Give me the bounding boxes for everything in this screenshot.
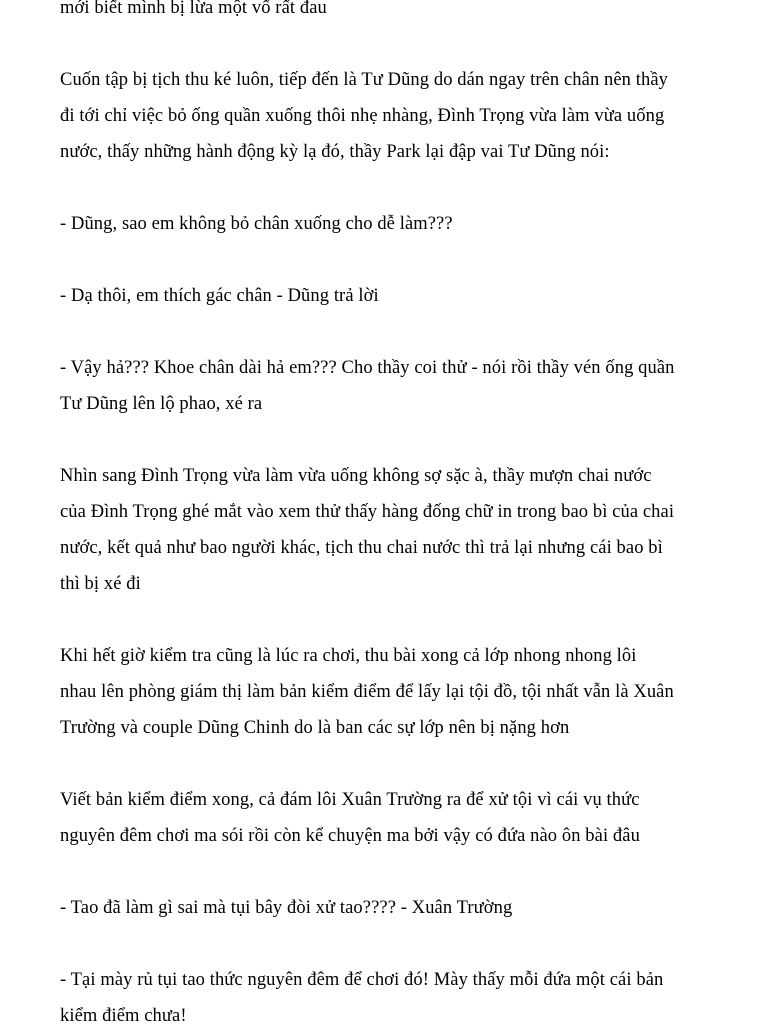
paragraph bbox=[60, 62, 708, 170]
text-line: - Vậy hả??? Khoe chân dài hả em??? Cho thầy coi thử - nói rồi thầy vén ống quần bbox=[60, 358, 675, 378]
text-line: - Tao đã làm gì sai mà tụi bây đòi xử tao???? - Xuân Trường bbox=[60, 898, 513, 918]
text-line: Cuốn tập bị tịch thu ké luôn, tiếp đến là Tư Dũng do dán ngay trên chân nên thầy bbox=[60, 70, 669, 90]
paragraph bbox=[60, 0, 708, 26]
text-line: Nhìn sang Đình Trọng vừa làm vừa uống không sợ sặc à, thầy mượn chai nước bbox=[60, 466, 652, 486]
text-line: đi tới chỉ việc bỏ ống quần xuống thôi nhẹ nhàng, Đình Trọng vừa làm vừa uống bbox=[60, 106, 665, 126]
text-line: Trường và couple Dũng Chinh do là ban các sự lớp nên bị nặng hơn bbox=[60, 718, 570, 738]
text-line: nhau lên phòng giám thị làm bản kiểm điểm để lấy lại tội đồ, tội nhất vẫn là Xuân bbox=[60, 682, 674, 702]
paragraph bbox=[60, 890, 708, 926]
text-line: Viết bản kiểm điểm xong, cả đám lôi Xuân Trường ra để xử tội vì cái vụ thức bbox=[60, 790, 640, 810]
paragraph bbox=[60, 206, 708, 242]
text-line: Tư Dũng lên lộ phao, xé ra bbox=[60, 394, 263, 414]
paragraph bbox=[60, 962, 708, 1024]
text-line: - Dạ thôi, em thích gác chân - Dũng trả lời bbox=[60, 286, 379, 306]
paragraph bbox=[60, 638, 708, 746]
text-line: nước, thấy những hành động kỳ lạ đó, thầy Park lại đập vai Tư Dũng nói: bbox=[60, 142, 610, 162]
paragraph bbox=[60, 458, 708, 602]
text-line: thì bị xé đi bbox=[60, 574, 141, 594]
text-line: - Dũng, sao em không bỏ chân xuống cho dễ làm??? bbox=[60, 214, 453, 234]
text-line: mới biết mình bị lừa một vố rất đau bbox=[60, 0, 327, 18]
text-line: kiểm điểm chưa! bbox=[60, 1006, 187, 1024]
text-line: nguyên đêm chơi ma sói rồi còn kể chuyện ma bởi vậy có đứa nào ôn bài đâu bbox=[60, 826, 640, 846]
text-line: Khi hết giờ kiểm tra cũng là lúc ra chơi, thu bài xong cả lớp nhong nhong lôi bbox=[60, 646, 637, 666]
paragraph bbox=[60, 350, 708, 422]
paragraph bbox=[60, 782, 708, 854]
text-line: - Tại mày rủ tụi tao thức nguyên đêm để chơi đó! Mày thấy mỗi đứa một cái bản bbox=[60, 970, 664, 990]
text-line: của Đình Trọng ghé mắt vào xem thử thấy hàng đống chữ in trong bao bì của chai bbox=[60, 502, 675, 522]
text-line: nước, kết quả như bao người khác, tịch thu chai nước thì trả lại nhưng cái bao bì bbox=[60, 538, 663, 558]
paragraph bbox=[60, 278, 708, 314]
